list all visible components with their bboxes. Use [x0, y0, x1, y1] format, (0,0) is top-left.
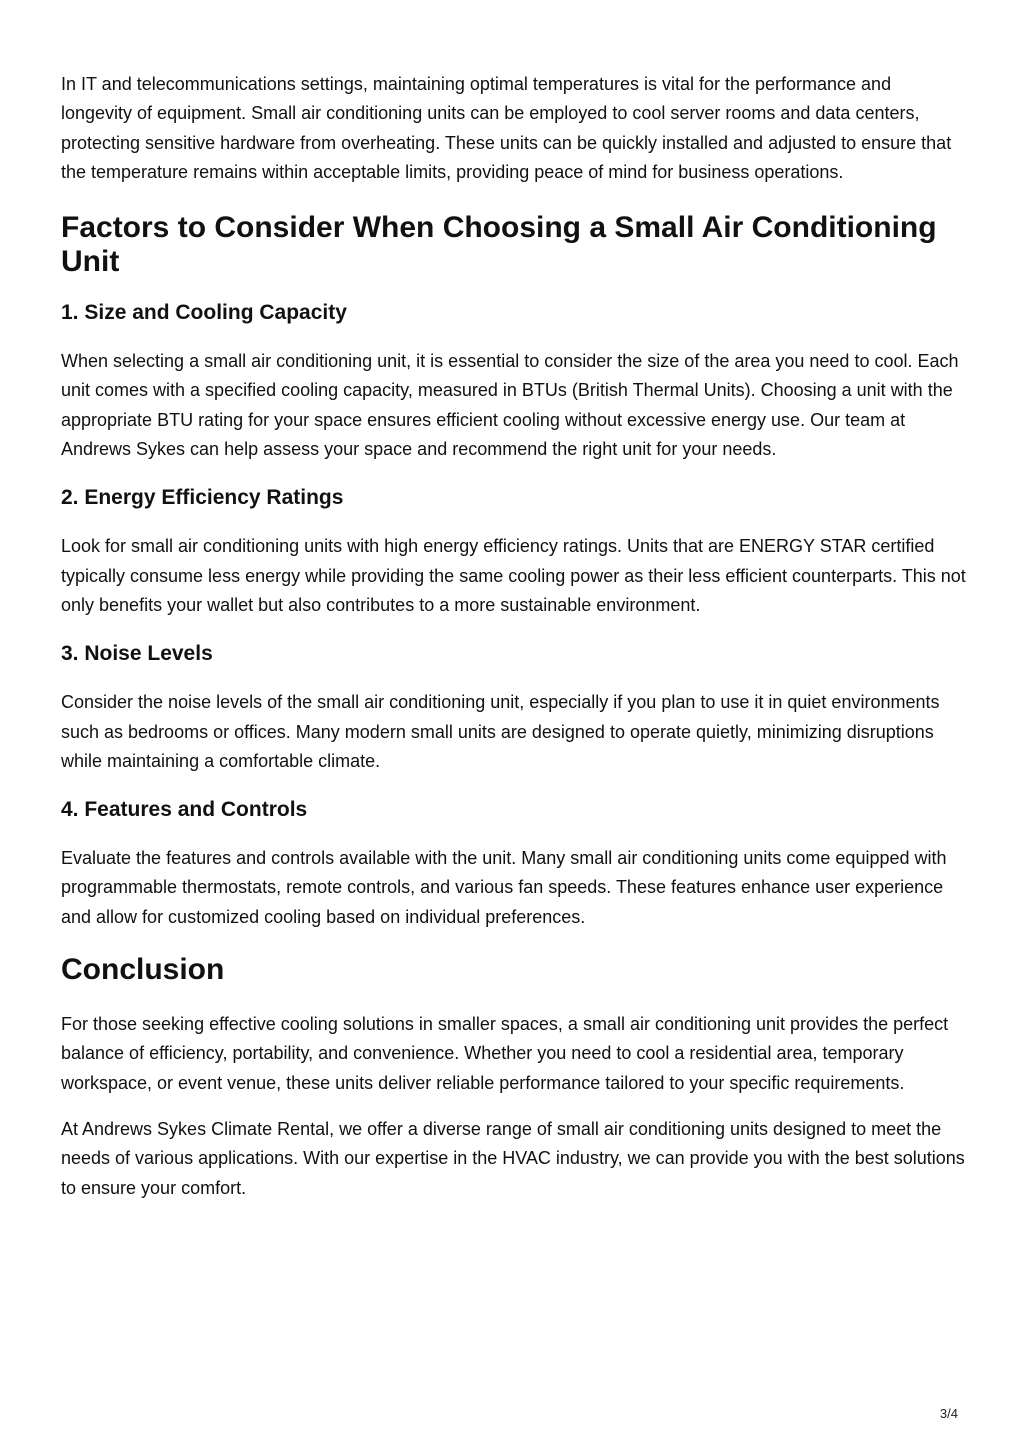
factor-text-efficiency: Look for small air conditioning units with high energy efficiency ratings. Units that are ENERGY STAR certified typically consume less energy while providing the same cooling power as their less efficient counterparts. This not only benefits your wallet but also contributes to a more sustainable environment. [61, 536, 966, 615]
intro-paragraph: In IT and telecommunications settings, maintaining optimal temperatures is vital for the performance and longevity of equipment. Small air conditioning units can be employed to cool server rooms and data centers, protecting sensitive hardware from overheating. These units can be quickly installed and adjusted to ensure that the temperature remains within acceptable limits, providing peace of mind for business operations. [61, 74, 952, 182]
document-page [61, 70, 966, 1203]
page-number: 3/4 [939, 1406, 958, 1421]
conclusion-paragraph: At Andrews Sykes Climate Rental, we offer a diverse range of small air conditioning units designed to meet the needs of various applications. With our expertise in the HVAC industry, we can provide you with the best solutions to ensure your comfort. [61, 1118, 965, 1198]
factor-heading-noise: 3. Noise Levels [61, 642, 213, 666]
factor-heading-efficiency: 2. Energy Efficiency Ratings [61, 486, 344, 510]
factor-heading-features: 4. Features and Controls [61, 798, 308, 822]
factors-heading: Factors to Consider When Choosing a Small Air Conditioning Unit [61, 211, 937, 279]
factor-text-noise: Consider the noise levels of the small air conditioning unit, especially if you plan to use it in quiet environments such as bedrooms or offices. Many modern small units are designed to operate quietly, minimizing disruptions while maintaining a comfortable climate. [61, 692, 940, 771]
factor-text-size: When selecting a small air conditioning unit, it is essential to consider the size of the area you need to cool. Each unit comes with a specified cooling capacity, measured in BTUs (British Thermal Units). Choosing a unit with the appropriate BTU rating for your space ensures efficient cooling without excessive energy use. Our team at Andrews Sykes can help assess your space and recommend the right unit for your needs. [61, 351, 959, 460]
conclusion-paragraph: For those seeking effective cooling solutions in smaller spaces, a small air conditioning unit provides the perfect balance of efficiency, portability, and convenience. Whether you need to cool a residential area, temporary workspace, or event venue, these units deliver reliable performance tailored to your specific requirements. [61, 1014, 949, 1093]
factor-heading-size: 1. Size and Cooling Capacity [61, 301, 347, 325]
factor-text-features: Evaluate the features and controls available with the unit. Many small air conditioning units come equipped with programmable thermostats, remote controls, and various fan speeds. These features enhance user experience and allow for customized cooling based on individual preferences. [61, 848, 947, 927]
conclusion-heading: Conclusion [61, 953, 225, 987]
